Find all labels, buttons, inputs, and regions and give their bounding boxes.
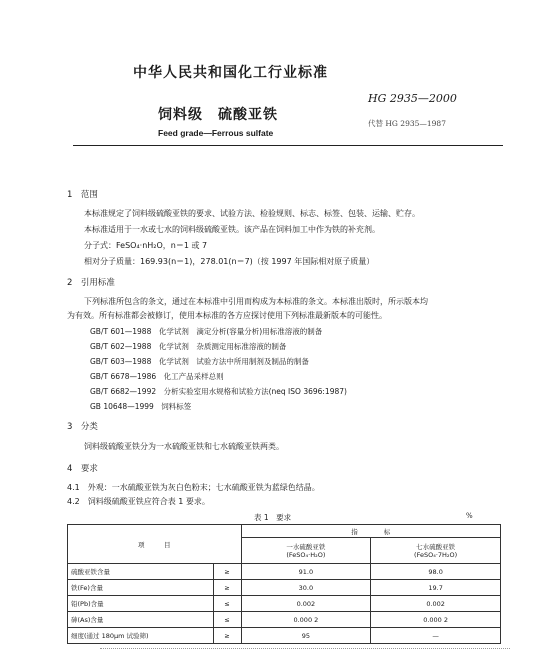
section-2-title: 2 引用标准 [67,278,115,288]
section-2-para-2: 为有效。所有标准都会被修订，使用本标准的各方应探讨使用下列标准最新版本的可能性。 [67,311,387,320]
section-3-para-1: 饲料级硫酸亚铁分为一水硫酸亚铁和七水硫酸亚铁两类。 [84,442,284,451]
header-heptahydrate: 七水硫酸亚铁 (FeSO₄·7H₂O) [371,538,501,564]
section-3-title: 3 分类 [67,422,98,432]
reference-item: GB 10648—1999 饲料标签 [90,402,192,411]
header-item: 项 目 [68,525,242,564]
standard-code: HG 2935—2000 [368,92,457,105]
table-row: 铅(Pb)含量 ≤ 0.002 0.002 [68,596,501,612]
section-1-para-1: 本标准规定了饲料级硫酸亚铁的要求、试验方法、检验规则、标志、标签、包装、运输、贮存。 [84,209,420,218]
document-title: 饲料级 硫酸亚铁 [158,107,278,123]
reference-item: GB/T 601—1988 化学试剂 滴定分析(容量分析)用标准溶液的制备 [90,327,323,336]
molecular-formula: 分子式：FeSO₄·nH₂O，n＝1 或 7 [84,241,208,250]
molecular-mass: 相对分子质量：169.93(n＝1)，278.01(n＝7)（按 1997 年国际相对原子质量） [84,257,375,266]
table-row: 铁(Fe)含量 ≥ 30.0 19.7 [68,580,501,596]
header-monohydrate: 一水硫酸亚铁 (FeSO₄·H₂O) [241,538,371,564]
reference-item: GB/T 602—1988 化学试剂 杂质测定用标准溶液的制备 [90,342,287,351]
table-row: 砷(As)含量 ≤ 0.000 2 0.000 2 [68,612,501,628]
replaces-note: 代替 HG 2935—1987 [368,119,446,128]
requirements-table [67,524,501,644]
reference-item: GB/T 6682—1992 分析实验室用水规格和试验方法(neq ISO 3696:1987) [90,387,347,396]
table-row: 细度(通过 180μm 试验筛) ≥ 95 — [68,628,501,644]
table-row: 硫酸亚铁含量 ≥ 91.0 98.0 [68,564,501,580]
table-unit: % [466,512,473,520]
section-4-title: 4 要求 [67,464,98,474]
section-1-para-2: 本标准适用于一水或七水的饲料级硫酸亚铁。该产品在饲料加工中作为铁的补充剂。 [84,225,380,234]
page-cutoff-line [100,648,510,653]
standard-header: 中华人民共和国化工行业标准 [133,65,328,81]
section-4-1: 4.1 外观：一水硫酸亚铁为灰白色粉末；七水硫酸亚铁为蓝绿色结晶。 [67,483,320,492]
section-2-para-1: 下列标准所包含的条文，通过在本标准中引用而构成为本标准的条文。本标准出版时，所示版本均 [84,297,428,306]
table-caption: 表 1 要求 [254,513,292,522]
reference-item: GB/T 6678—1986 化工产品采样总则 [90,372,224,381]
header-index: 指 标 [241,525,500,538]
reference-item: GB/T 603—1988 化学试剂 试验方法中所用制剂及制品的制备 [90,357,309,366]
english-title: Feed grade—Ferrous sulfate [158,128,274,138]
section-4-2: 4.2 饲料级硫酸亚铁应符合表 1 要求。 [67,497,210,506]
section-1-title: 1 范围 [67,190,98,200]
header-divider [73,145,503,146]
